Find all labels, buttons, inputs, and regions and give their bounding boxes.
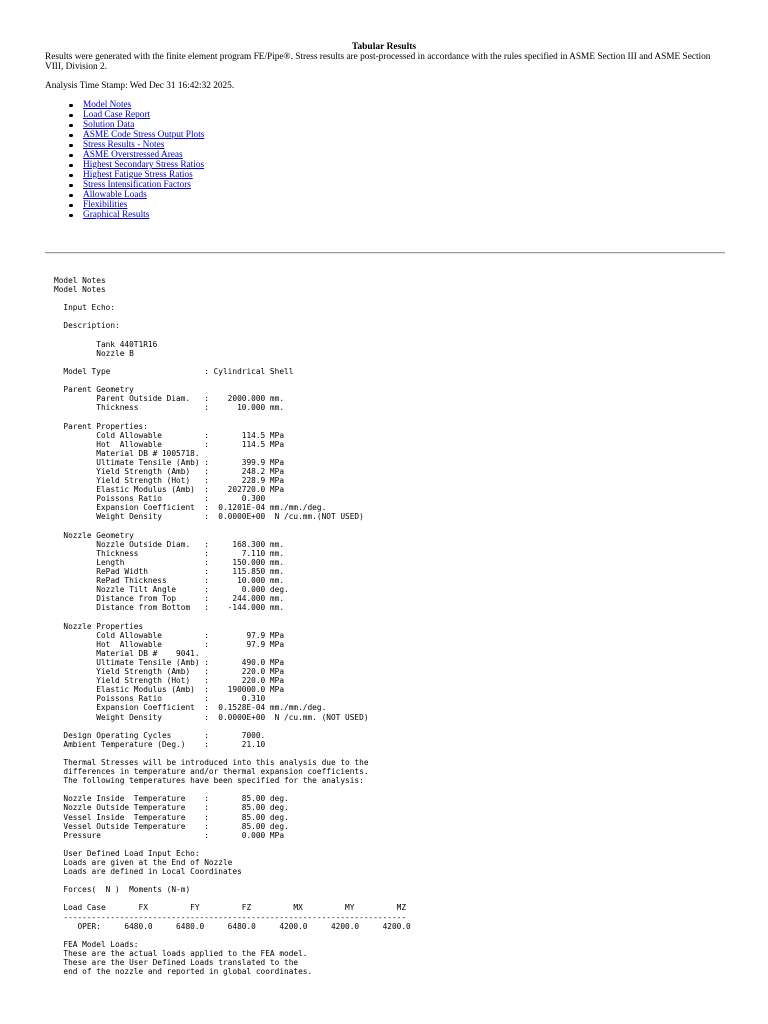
report-line: differences in temperature and/or thermal expansion coefficients. — [63, 767, 369, 777]
report-line: Poissons Ratio : 0.300 — [63, 494, 266, 504]
report-line: Nozzle Geometry — [63, 530, 134, 540]
bullet-icon — [69, 214, 73, 218]
analysis-timestamp: Analysis Time Stamp: Wed Dec 31 16:42:32 2025. — [45, 81, 235, 91]
report-line: Ultimate Tensile (Amb) : 399.9 MPa — [63, 457, 285, 467]
report-heading: Model Notes — [54, 285, 106, 295]
report-line: Vessel Outside Temperature : 85.00 deg. — [63, 821, 289, 831]
description-label: Description: — [63, 321, 120, 331]
report-line: Parent Properties: — [63, 421, 148, 431]
list-item — [68, 160, 204, 170]
report-line: These are the User Defined Loads translated to the — [63, 958, 299, 968]
report-line: Length : 150.000 mm. — [63, 557, 285, 567]
report-line: Expansion Coefficient : 0.1201E-04 mm./mm./deg. — [63, 503, 327, 513]
report-line: Distance from Top : 244.000 mm. — [63, 594, 285, 604]
report-line: Hot Allowable : 114.5 MPa — [63, 439, 285, 449]
list-item — [68, 210, 204, 220]
report-line: Yield Strength (Hot) : 228.9 MPa — [63, 476, 285, 486]
list-item — [68, 140, 204, 150]
link-model-notes[interactable]: Model Notes — [83, 100, 132, 110]
report-heading: Model Notes — [54, 276, 106, 285]
report-line: Yield Strength (Amb) : 220.0 MPa — [63, 667, 285, 677]
link-asme-overstressed-areas[interactable]: ASME Overstressed Areas — [83, 150, 183, 160]
report-line: Thickness : 7.110 mm. — [63, 548, 285, 558]
list-item — [68, 130, 204, 140]
report-line: Yield Strength (Hot) : 220.0 MPa — [63, 676, 285, 686]
report-line: Design Operating Cycles : 7000. — [63, 730, 266, 740]
report-line: Nozzle Tilt Angle : 0.000 deg. — [63, 585, 289, 595]
report-line: Poissons Ratio : 0.310 — [63, 694, 266, 704]
table-row: OPER: 6480.0 6480.0 6480.0 4200.0 4200.0 4200.0 — [63, 921, 411, 931]
report-line: Material DB # 9041. — [63, 648, 200, 658]
report-line: Weight Density : 0.0000E+00 N /cu.mm. (NOT USED) — [63, 712, 369, 722]
model-notes-report — [54, 276, 411, 976]
bullet-icon — [69, 204, 73, 208]
list-item — [68, 150, 204, 160]
report-line: Distance from Bottom : -144.000 mm. — [63, 603, 285, 613]
list-item — [68, 110, 204, 120]
link-highest-fatigue-stress-ratios[interactable]: Highest Fatigue Stress Ratios — [83, 170, 193, 180]
link-flexibilities[interactable]: Flexibilities — [83, 200, 128, 210]
report-line: Weight Density : 0.0000E+00 N /cu.mm.(NOT USED) — [63, 512, 364, 522]
bullet-icon — [69, 194, 73, 198]
list-item — [68, 180, 204, 190]
report-line: Expansion Coefficient : 0.1528E-04 mm./mm./deg. — [63, 703, 327, 713]
report-line: The following temperatures have been specified for the analysis: — [63, 776, 364, 786]
report-line: Parent Outside Diam. : 2000.000 mm. — [63, 394, 285, 404]
report-line: Thickness : 10.000 mm. — [63, 403, 285, 413]
bullet-icon — [69, 154, 73, 158]
model-type-line: Model Type : Cylindrical Shell — [63, 366, 294, 376]
input-echo-label: Input Echo: — [63, 303, 116, 313]
link-graphical-results[interactable]: Graphical Results — [83, 210, 150, 220]
report-line: Thermal Stresses will be introduced into this analysis due to the — [63, 757, 369, 767]
list-item — [68, 120, 204, 130]
report-line: RePad Width : 115.850 mm. — [63, 567, 285, 576]
report-line: Elastic Modulus (Amb) : 202720.0 MPa — [63, 485, 285, 495]
bullet-icon — [69, 124, 73, 128]
report-line: Yield Strength (Amb) : 248.2 MPa — [63, 466, 285, 476]
report-line: FEA Model Loads: — [63, 939, 139, 949]
report-line: Nozzle Outside Temperature : 85.00 deg. — [63, 803, 289, 813]
loads-table-header: Load Case FX FY FZ MX MY MZ — [63, 903, 407, 913]
link-allowable-loads[interactable]: Allowable Loads — [83, 190, 147, 200]
page-title: Tabular Results — [351, 42, 417, 52]
list-item — [68, 190, 204, 200]
description-line: Tank 440T1R16 — [96, 339, 158, 349]
units-line: Forces( N ) Moments (N-m) — [63, 885, 191, 895]
bullet-icon — [69, 114, 73, 118]
loads-table-rule: ------------------------------------------------------------------------- — [63, 912, 407, 922]
bullet-icon — [69, 174, 73, 178]
intro-paragraph: Results were generated with the finite element program FE/Pipe®. Stress results are post-processed in accordance with the rules specified in ASME Section III and ASME Section VIII, Division 2. — [45, 52, 711, 72]
report-line: RePad Thickness : 10.000 mm. — [63, 576, 285, 586]
link-highest-secondary-stress-ratios[interactable]: Highest Secondary Stress Ratios — [83, 160, 205, 170]
list-item — [68, 170, 204, 180]
horizontal-divider — [45, 252, 725, 254]
link-stress-intensification-factors[interactable]: Stress Intensification Factors — [83, 180, 191, 190]
link-load-case-report[interactable]: Load Case Report — [83, 110, 151, 120]
bullet-icon — [69, 104, 73, 108]
list-item — [68, 200, 204, 210]
report-line: end of the nozzle and reported in global coordinates. — [63, 967, 313, 977]
report-line: Elastic Modulus (Amb) : 190000.0 MPa — [63, 685, 285, 695]
list-item — [68, 100, 204, 110]
report-line: Nozzle Inside Temperature : 85.00 deg. — [63, 794, 289, 804]
report-line: Vessel Inside Temperature : 85.00 deg. — [63, 812, 289, 822]
report-line: Cold Allowable : 114.5 MPa — [63, 430, 285, 440]
report-line: Parent Geometry — [63, 385, 134, 395]
report-line: Material DB # 1005718. — [63, 448, 200, 458]
report-line: Cold Allowable : 97.9 MPa — [63, 630, 285, 640]
description-line: Nozzle B — [96, 348, 134, 358]
report-line: Hot Allowable : 97.9 MPa — [63, 639, 285, 649]
link-asme-stress-output-plots[interactable]: ASME Code Stress Output Plots — [83, 130, 205, 140]
report-line: Ambient Temperature (Deg.) : 21.10 — [63, 739, 266, 749]
report-line: Nozzle Properties — [63, 621, 144, 631]
report-line: Ultimate Tensile (Amb) : 490.0 MPa — [63, 657, 285, 667]
link-solution-data[interactable]: Solution Data — [83, 120, 135, 130]
report-line: Loads are given at the End of Nozzle — [63, 858, 233, 867]
bullet-icon — [69, 144, 73, 148]
section-link-list — [68, 100, 204, 220]
report-line: These are the actual loads applied to the FEA model. — [63, 948, 308, 958]
link-stress-results-notes[interactable]: Stress Results - Notes — [83, 140, 165, 150]
bullet-icon — [69, 164, 73, 168]
report-line: Pressure : 0.000 MPa — [63, 830, 285, 840]
report-line: User Defined Load Input Echo: — [63, 848, 200, 858]
bullet-icon — [69, 134, 73, 138]
report-line: Loads are defined in Local Coordinates — [63, 867, 242, 877]
report-line: Nozzle Outside Diam. : 168.300 mm. — [63, 539, 285, 549]
bullet-icon — [69, 184, 73, 188]
